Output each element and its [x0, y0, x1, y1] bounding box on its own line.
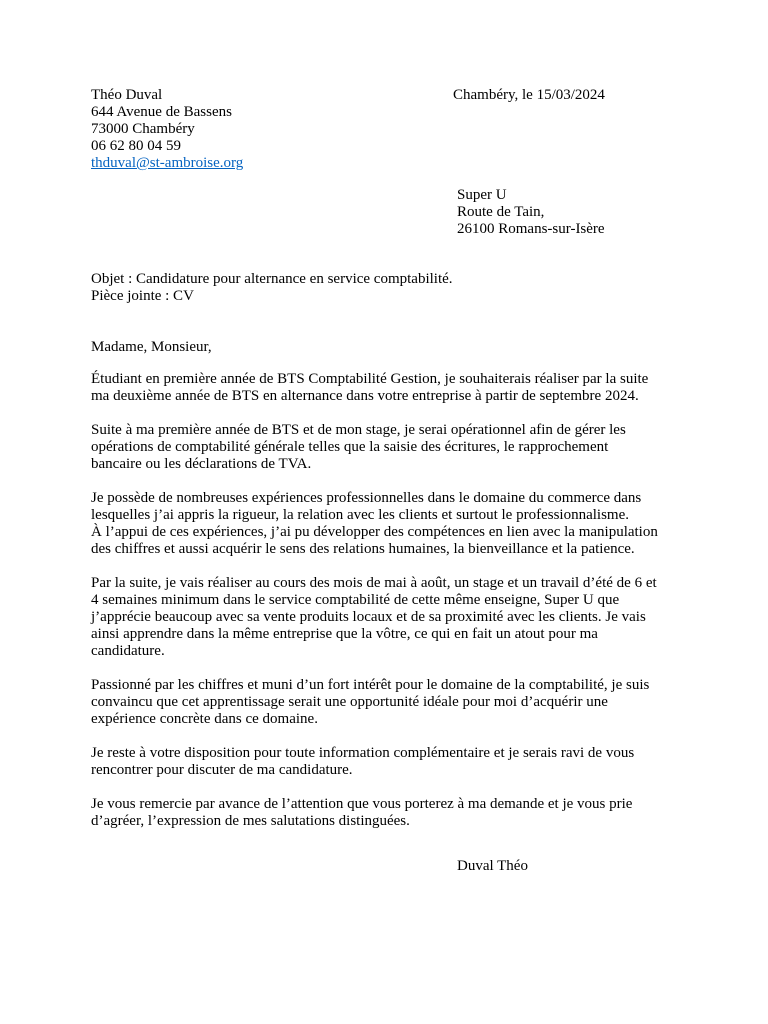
signature-name: Duval Théo [457, 858, 528, 874]
attachment-line: Pièce jointe : CV [91, 288, 194, 304]
sender-name: Théo Duval [91, 87, 163, 103]
body-line: j’apprécie beaucoup avec sa vente produits locaux et de sa proximité avec les clients. Je vais [91, 609, 646, 625]
body-line: bancaire ou les déclarations de TVA. [91, 456, 312, 472]
letter-body [91, 371, 691, 847]
body-line: 4 semaines minimum dans le service comptabilité de cette même enseigne, Super U que [91, 592, 620, 608]
body-line: convaincu que cet apprentissage serait une opportunité idéale pour moi d’acquérir une [91, 694, 608, 710]
body-line: expérience concrète dans ce domaine. [91, 711, 318, 727]
sender-city: 73000 Chambéry [91, 121, 195, 137]
body-paragraph [91, 371, 691, 405]
body-paragraph [91, 575, 691, 660]
recipient-street: Route de Tain, [457, 204, 545, 220]
body-line: rencontrer pour discuter de ma candidature. [91, 762, 353, 778]
body-line: d’agréer, l’expression de mes salutations distinguées. [91, 813, 410, 829]
body-paragraph [91, 677, 691, 728]
body-line: candidature. [91, 643, 165, 659]
body-line: Je reste à votre disposition pour toute information complémentaire et je serais ravi de vous [91, 745, 635, 761]
sender-email-link[interactable]: thduval@st-ambroise.org [91, 155, 244, 171]
body-line: Étudiant en première année de BTS Comptabilité Gestion, je souhaiterais réaliser par la suite [91, 371, 649, 387]
sender-phone: 06 62 80 04 59 [91, 138, 181, 154]
salutation [91, 339, 212, 356]
body-line: Par la suite, je vais réaliser au cours des mois de mai à août, un stage et un travail d’été de 6 et [91, 575, 657, 591]
body-line: opérations de comptabilité générale telles que la saisie des écritures, le rapprochement [91, 439, 609, 455]
recipient-name: Super U [457, 187, 507, 203]
body-line: Suite à ma première année de BTS et de mon stage, je serai opérationnel afin de gérer les [91, 422, 626, 438]
body-line: Passionné par les chiffres et muni d’un fort intérêt pour le domaine de la comptabilité, je suis [91, 677, 650, 693]
body-paragraph [91, 490, 691, 558]
salutation-text: Madame, Monsieur, [91, 339, 212, 355]
recipient-city: 26100 Romans-sur-Isère [457, 221, 605, 237]
body-line: Je possède de nombreuses expériences professionnelles dans le domaine du commerce dans [91, 490, 642, 506]
sender-street: 644 Avenue de Bassens [91, 104, 232, 120]
date-line-text: Chambéry, le 15/03/2024 [453, 87, 605, 103]
recipient-block [457, 187, 605, 238]
body-paragraph [91, 422, 691, 473]
body-line: À l’appui de ces expériences, j’ai pu développer des compétences en lien avec la manipulation [91, 524, 658, 540]
subject-block [91, 271, 453, 305]
place-date-line [453, 87, 605, 104]
subject-line: Objet : Candidature pour alternance en service comptabilité. [91, 271, 453, 287]
body-paragraph [91, 796, 691, 830]
body-line: lesquelles j’ai appris la rigueur, la relation avec les clients et surtout le professionnalisme. [91, 507, 629, 523]
body-line: des chiffres et aussi acquérir le sens des relations humaines, la bienveillance et la patience. [91, 541, 635, 557]
body-line: Je vous remercie par avance de l’attention que vous porterez à ma demande et je vous prie [91, 796, 633, 812]
body-line: ma deuxième année de BTS en alternance dans votre entreprise à partir de septembre 2024. [91, 388, 639, 404]
body-paragraph [91, 745, 691, 779]
sender-block [91, 87, 243, 172]
signature-block [457, 858, 528, 875]
body-line: ainsi apprendre dans la même entreprise que la vôtre, ce qui en fait un atout pour ma [91, 626, 598, 642]
